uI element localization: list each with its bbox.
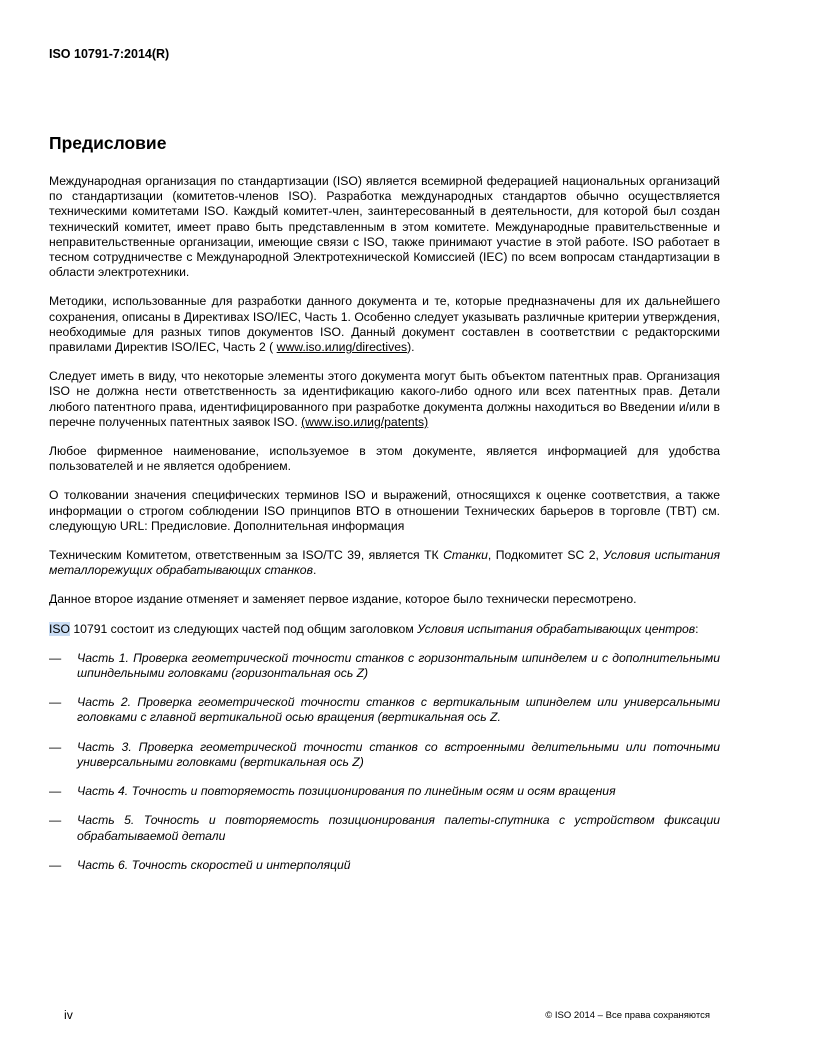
dash-bullet: —	[49, 695, 62, 710]
general-title: Условия испытания обрабатывающих центров	[417, 621, 696, 636]
paragraph-parts-intro	[49, 622, 720, 637]
part-text: Часть 3. Проверка геометрической точности станков со встроенными делительными или поточными универсальными головками (вертикальная ось Z)	[77, 739, 720, 769]
part-text: Часть 4. Точность и повторяемость позиционирования по линейным осям и осям вращения	[77, 784, 616, 799]
list-item	[49, 740, 720, 770]
paragraph-patents-text: Следует иметь в виду, что некоторые элементы этого документа могут быть объектом патентных прав. Организация ISO не должна нести ответственность за идентификацию какого-либо одного или всех патентных прав. Детали любого патентного права, идентифицированного при разработке документа должны находиться во Введении и/или в перечне полученных патентных заявок ISO.	[49, 369, 720, 429]
list-item	[49, 651, 720, 681]
subcommittee-name: Условия испытания металлорежущих обрабатывающих станков	[49, 548, 720, 578]
paragraph-trade-names: Любое фирменное наименование, используемое в этом документе, является информацией для удобства пользователей и не является одобрением.	[49, 444, 720, 474]
paragraph-directives-end: ).	[407, 340, 415, 355]
committee-text-a: Техническим Комитетом, ответственным за ISO/TC 39, является ТК	[49, 548, 444, 563]
list-item	[49, 813, 720, 843]
dash-bullet: —	[49, 813, 62, 828]
committee-name: Станки	[443, 548, 488, 563]
foreword-body	[49, 174, 720, 887]
document-id-header: ISO 10791-7:2014(R)	[49, 47, 170, 61]
dash-bullet: —	[49, 784, 62, 799]
patents-link[interactable]: (www.iso.илиg/patents)	[301, 414, 429, 429]
paragraph-terms: О толковании значения специфических терминов ISO и выражений, относящихся к оценке соответствия, а также информации о строгом соблюдении ISO принципов ВТО в отношении Технических барьеров в торговле (TBT) см. следующую URL: Предисловие. Дополнительная информация	[49, 488, 720, 533]
part-text: Часть 5. Точность и повторяемость позиционирования палеты-спутника с устройством фиксации обрабатываемой детали	[77, 813, 720, 843]
paragraph-edition: Данное второе издание отменяет и заменяет первое издание, которое было технически пересмотрено.	[49, 592, 637, 607]
dash-bullet: —	[49, 739, 62, 754]
dash-bullet: —	[49, 650, 62, 665]
directives-link[interactable]: www.iso.илиg/directives	[276, 340, 408, 355]
page-number: iv	[64, 1008, 73, 1022]
page-title: Предисловие	[49, 133, 167, 153]
parts-list	[49, 651, 720, 873]
parts-intro-text-a: 10791 состоит из следующих частей под общим заголовком	[70, 621, 418, 636]
committee-text-c: , Подкомитет SC 2,	[487, 548, 604, 563]
parts-intro-text-c: :	[695, 621, 699, 636]
paragraph-committee	[49, 548, 720, 578]
paragraph-directives	[49, 294, 720, 355]
highlighted-iso-text[interactable]: ISO	[49, 621, 70, 636]
paragraph-iso-description: Международная организация по стандартизации (ISO) является всемирной федерацией национальных организаций по стандартизации (комитетов-членов ISO). Разработка международных стандартов обычно осуществляется техническими комитетами ISO. Каждый комитет-член, заинтересованный в деятельности, для которой был создан технический комитет, имеет право быть представленным в этом комитете. Международные правительственные и неправительственные организации, имеющие связи с ISO, также принимают участие в этой работе. ISO работает в тесном сотрудничестве с Международной Электротехнической Комиссией (IEC) по всем вопросам стандартизации в области электротехники.	[49, 174, 720, 280]
part-text: Часть 1. Проверка геометрической точности станков с горизонтальным шпинделем и с дополнительными шпиндельными головками (горизонтальная ось Z)	[77, 650, 720, 681]
committee-text-e: .	[312, 563, 317, 578]
part-text: Часть 2. Проверка геометрической точности станков с вертикальным шпинделем или универсальными головками с главной вертикальной осью вращения (вертикальная ось Z.	[77, 695, 720, 725]
list-item	[49, 784, 720, 799]
dash-bullet: —	[49, 857, 62, 872]
part-text: Часть 6. Точность скоростей и интерполяций	[77, 857, 351, 872]
paragraph-patents	[49, 369, 720, 430]
copyright-notice: © ISO 2014 – Все права сохраняются	[545, 1010, 710, 1021]
list-item	[49, 858, 720, 873]
paragraph-directives-text: Методики, использованные для разработки данного документа и те, которые предназначены для их дальнейшего сохранения, описаны в Директивах ISO/IEC, Часть 1. Особенно следует указывать различные критерии утверждения, необходимые для разных типов документов ISO. Данный документ составлен в соответствии с редакторскими правилами Директив ISO/IEC, Часть 2 (	[49, 294, 720, 355]
list-item	[49, 695, 720, 725]
